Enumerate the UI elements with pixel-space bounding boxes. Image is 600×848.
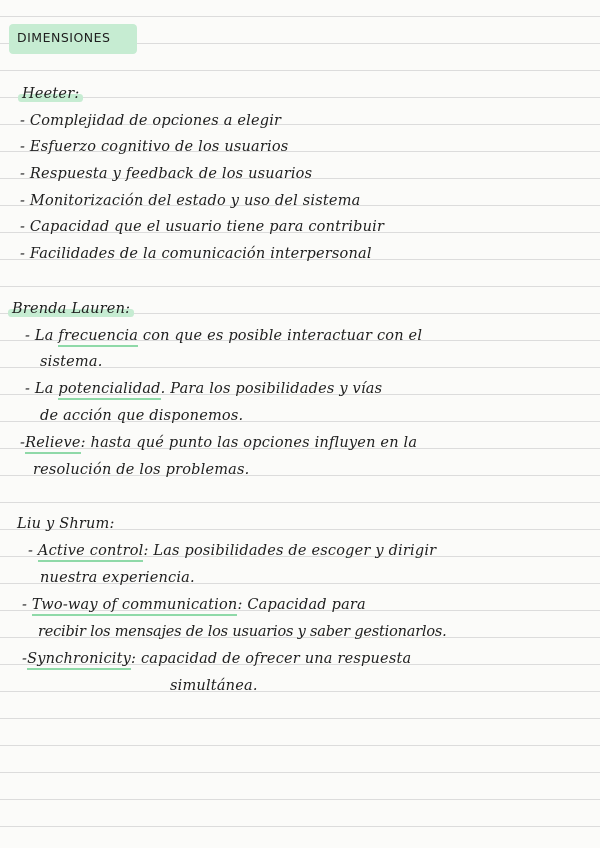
- heeter-item-text: Monitorización del estado y uso del sistema: [29, 193, 361, 209]
- term-two-way-communication: Two-way of communication: [32, 596, 238, 616]
- heeter-item: - Facilidades de la comunicación interpersonal: [20, 246, 372, 262]
- heeter-item: - Capacidad que el usuario tiene para contribuir: [20, 219, 385, 235]
- liu-item: -Synchronicity: capacidad de ofrecer una respuesta: [22, 650, 411, 670]
- heeter-item-text: Respuesta y feedback de los usuarios: [29, 166, 313, 182]
- brenda-item-continuation: sistema.: [40, 354, 103, 370]
- heeter-item: - Monitorización del estado y uso del sistema: [20, 193, 361, 209]
- brenda-item-prefix: La: [34, 328, 59, 344]
- liu-heading: [17, 515, 115, 533]
- brenda-heading-label: Brenda Lauren:: [12, 301, 131, 317]
- liu-item-continuation: simultánea.: [170, 678, 258, 694]
- term-relieve: Relieve: [25, 434, 81, 454]
- heeter-item-text: Esfuerzo cognitivo de los usuarios: [29, 139, 289, 155]
- heeter-heading: [22, 85, 79, 103]
- brenda-item-text: : hasta qué punto las opciones influyen en la: [80, 435, 418, 451]
- brenda-item: - La frecuencia con que es posible interactuar con el: [25, 327, 422, 347]
- term-frecuencia: frecuencia: [58, 327, 138, 347]
- brenda-item-text: . Para los posibilidades y vías: [160, 381, 383, 397]
- heeter-item: - Complejidad de opciones a elegir: [20, 113, 282, 129]
- liu-item-text: : Capacidad para: [237, 597, 366, 613]
- liu-item-continuation: recibir los mensajes de los usuarios y saber gestionarlos.: [38, 624, 447, 640]
- brenda-item-text: con que es posible interactuar con el: [138, 328, 423, 344]
- liu-item-continuation: nuestra experiencia.: [40, 570, 195, 586]
- liu-item-text: : Las posibilidades de escoger y dirigir: [143, 543, 437, 559]
- liu-item: - Two-way of communication: Capacidad para: [22, 596, 366, 616]
- brenda-item-prefix: La: [34, 381, 59, 397]
- term-active-control: Active control: [38, 542, 144, 562]
- brenda-item-continuation: de acción que disponemos.: [40, 408, 244, 424]
- heeter-item-text: Facilidades de la comunicación interpersonal: [29, 246, 372, 262]
- page-title: DIMENSIONES: [17, 30, 111, 45]
- heeter-item-text: Capacidad que el usuario tiene para contribuir: [29, 219, 385, 235]
- brenda-item: -Relieve: hasta qué punto las opciones influyen en la: [20, 434, 417, 454]
- brenda-item: - La potencialidad. Para los posibilidades y vías: [25, 380, 382, 400]
- heeter-heading-label: Heeter:: [22, 86, 80, 102]
- heeter-item: - Respuesta y feedback de los usuarios: [20, 166, 313, 182]
- heeter-item: - Esfuerzo cognitivo de los usuarios: [20, 139, 289, 155]
- term-synchronicity: Synchronicity: [27, 650, 131, 670]
- liu-item: - Active control: Las posibilidades de escoger y dirigir: [28, 542, 436, 562]
- heeter-item-text: Complejidad de opciones a elegir: [29, 113, 282, 129]
- liu-item-text: : capacidad de ofrecer una respuesta: [131, 651, 412, 667]
- brenda-heading: [12, 300, 130, 318]
- liu-heading-label: Liu y Shrum:: [17, 516, 115, 532]
- brenda-item-continuation: resolución de los problemas.: [33, 462, 250, 478]
- term-potencialidad: potencialidad: [58, 380, 160, 400]
